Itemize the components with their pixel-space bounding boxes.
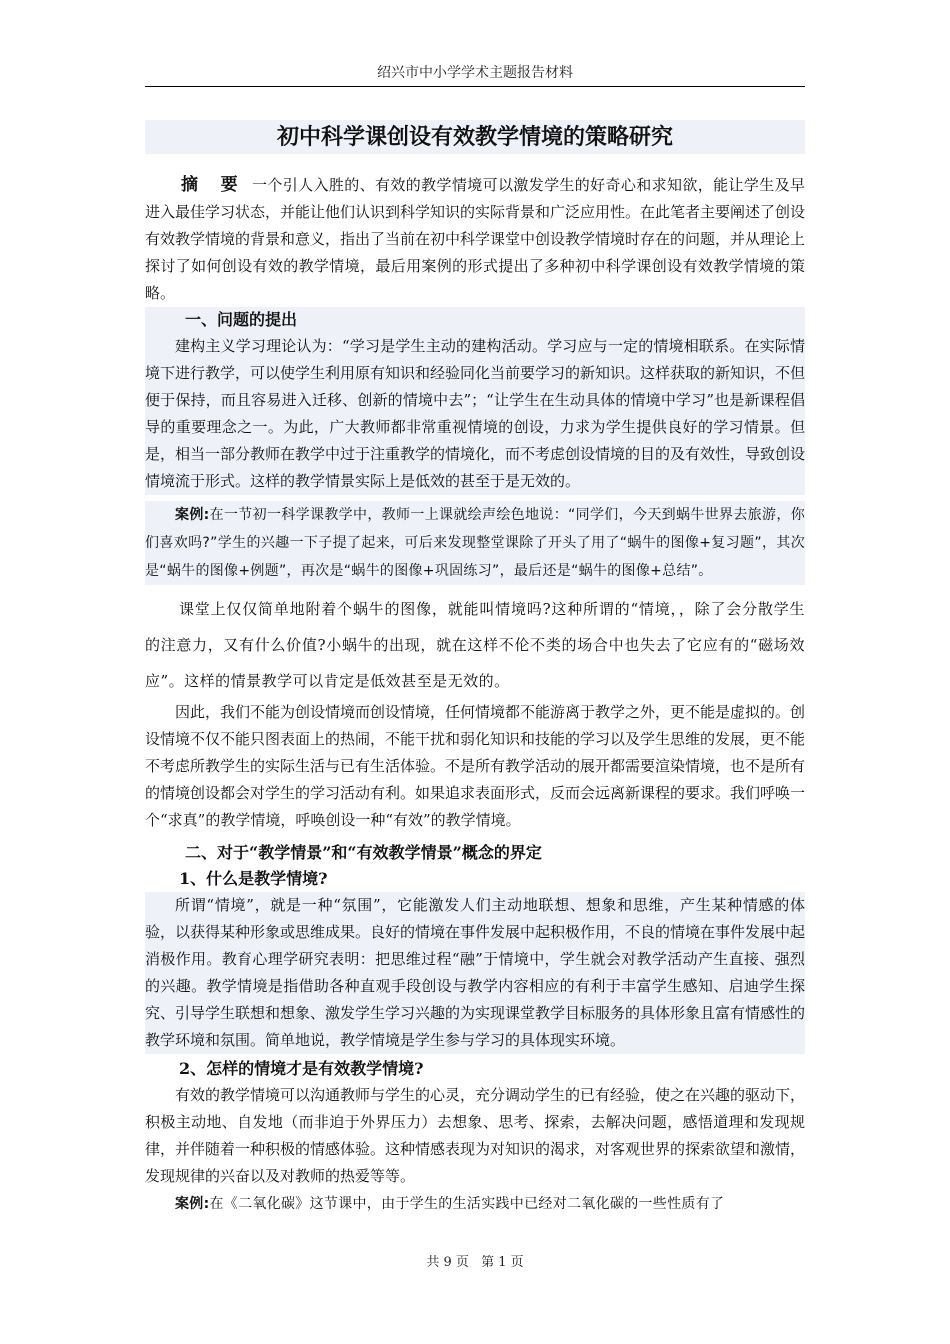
- subheading-2-1: 1、什么是教学情境?: [179, 869, 328, 888]
- document-body: [145, 120, 805, 1218]
- subheading-2-2: 2、怎样的情境才是有效教学情境?: [179, 1059, 424, 1078]
- case-label: 案例:: [175, 507, 210, 523]
- section1-paragraph-1: 建构主义学习理论认为：“学习是学生主动的建构活动。学习应与一定的情境相联系。在实际情境下进行教学，可以使学生利用原有知识和经验同化当前要学习的新知识。这样获取的新知识，不但便于保持，而且容易进入迁移、创新的情境中去”；“让学生在生动具体的情境中学习”也是新课程倡导的重要理念之一。为此，广大教师都非常重视情境的创设，力求为学生提供良好的学习情景。但是，相当一部分教师在教学中过于注重教学的情境化，而不考虑创设情境的目的及有效性，导致创设情境流于形式。这样的教学情景实际上是低效的甚至于是无效的。: [145, 333, 805, 495]
- section2-case: [145, 1190, 805, 1218]
- abstract-text: 一个引人入胜的、有效的教学情境可以激发学生的好奇心和求知欲，能让学生及早进入最佳学习状态，并能让他们认识到科学知识的实际背景和广泛应用性。在此笔者主要阐述了创设有效教学情境的背景和意义，指出了当前在初中科学课堂中创设教学情境时存在的问题，并从理论上探讨了如何创设有效的教学情境，最后用案例的形式提出了多种初中科学课创设有效教学情境的策略。: [145, 176, 806, 302]
- section2-paragraph-1: 所谓“情境”，就是一种“氛围”，它能激发人们主动地联想、想象和思维，产生某种情感的体验，以获得某种形象或思维成果。良好的情境在事件发展中起积极作用，不良的情境在事件发展中起消极作用。教育心理学研究表明：把思维过程“融”于情境中，学生就会对教学活动产生直接、强烈的兴趣。教学情境是指借助各种直观手段创设与教学内容相应的有利于丰富学生感知、启迪学生探究、引导学生联想和想象、激发学生学习兴趣的为实现课堂教学目标服务的具体形象且富有情感性的教学环境和氛围。简单地说，教学情境是学生参与学习的具体现实环境。: [145, 892, 805, 1054]
- section1-case: [145, 501, 805, 585]
- page-footer: [145, 1251, 805, 1270]
- running-header: 绍兴市中小学学术主题报告材料: [145, 62, 805, 87]
- total-pages: 共 9 页: [426, 1255, 469, 1270]
- case-label-2: 案例:: [175, 1196, 210, 1212]
- case-text-2: 在《二氧化碳》这节课中，由于学生的生活实践中已经对二氧化碳的一些性质有了: [209, 1196, 725, 1212]
- section1-paragraph-2: 因此，我们不能为创设情境而创设情境，任何情境都不能游离于教学之外，更不能是虚拟的。创设情境不仅不能只图表面上的热闹，不能干扰和弱化知识和技能的学习以及学生思维的发展，更不能不考虑所教学生的实际生活与已有生活体验。不是所有教学活动的展开都需要渲染情境，也不是所有的情境创设都会对学生的学习活动有利。如果追求表面形式，反而会远离新课程的要求。我们呼唤一个“求真”的教学情境，呼唤创设一种“有效”的教学情境。: [145, 703, 806, 829]
- section2-paragraph-2: 有效的教学情境可以沟通教师与学生的心灵，充分调动学生的已有经验，使之在兴趣的驱动下，积极主动地、自发地（而非迫于外界压力）去想象、思考、探索，去解决问题，感悟道理和发现规律，并伴随着一种积极的情感体验。这种情感表现为对知识的渴求，对客观世界的探索欲望和激情，发现规律的兴奋以及对教师的热爱等等。: [145, 1086, 806, 1185]
- document-title: 初中科学课创设有效教学情境的策略研究: [145, 120, 805, 154]
- section-heading-2: 二、对于“教学情景”和“有效教学情景”概念的界定: [185, 843, 542, 862]
- case-text: 在一节初一科学课教学中，教师一上课就绘声绘色地说：“同学们，今天到蜗牛世界去旅游，你们喜欢吗?”学生的兴趣一下子提了起来，可后来发现整堂课除了开头了用了“蜗牛的图像+复习题”，其次是“蜗牛的图像+例题”，再次是“蜗牛的图像+巩固练习”，最后还是“蜗牛的图像+总结”。: [145, 507, 805, 579]
- section-heading-1: 一、问题的提出: [145, 307, 805, 333]
- abstract: [145, 172, 805, 307]
- section1-comment: 课堂上仅仅简单地附着个蜗牛的图像，就能叫情境吗?这种所谓的“情境，，除了会分散学生的注意力，又有什么价值?小蜗牛的出现，就在这样不伦不类的场合中也失去了它应有的“磁场效应”。这样的情景教学可以肯定是低效甚至是无效的。: [145, 600, 805, 690]
- abstract-label: 摘 要: [181, 175, 247, 195]
- current-page: 第 1 页: [481, 1255, 524, 1270]
